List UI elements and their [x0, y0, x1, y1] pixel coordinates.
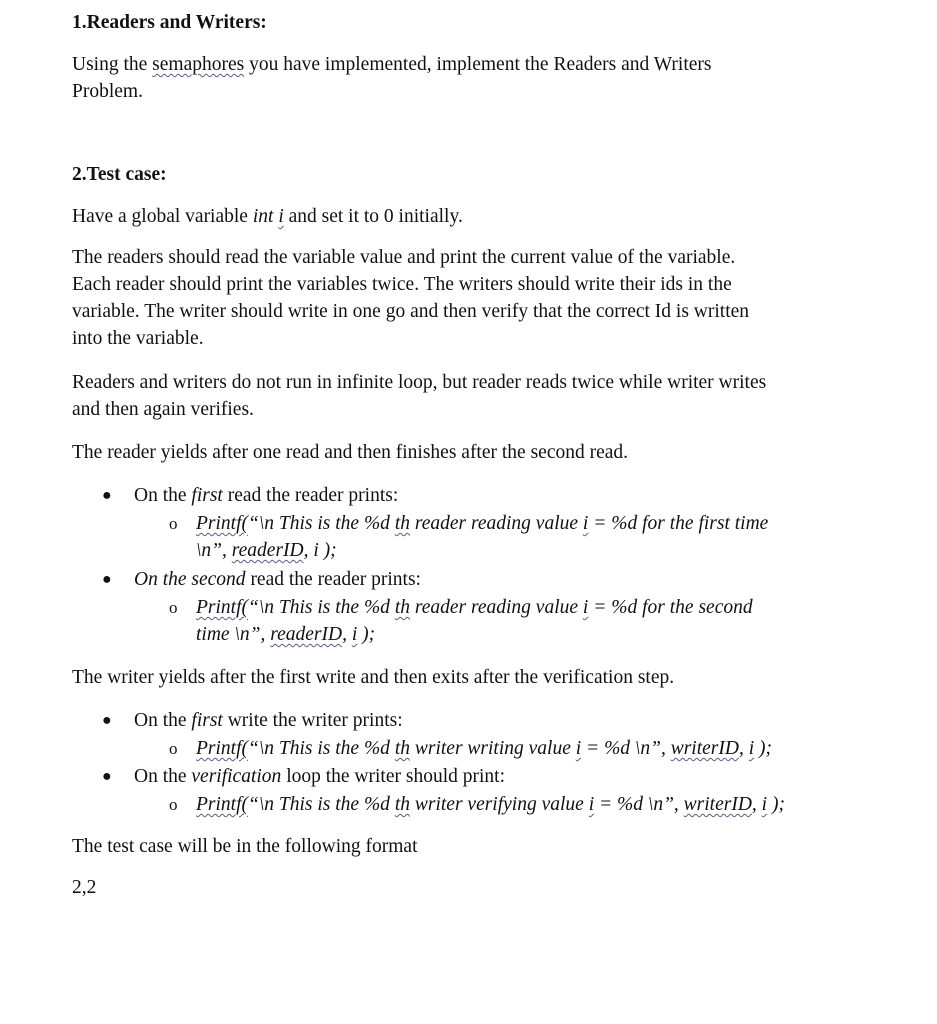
sub-bullet-icon: o — [169, 598, 178, 617]
bullet-icon: ● — [102, 487, 112, 504]
bullet-icon: ● — [102, 571, 112, 588]
writer-first-code: Printf(“\n This is the %d th writer writing value i = %d \n”, writerID, i ); — [196, 738, 772, 759]
sub-bullet-icon: o — [169, 514, 178, 533]
sub-bullet-icon: o — [169, 739, 178, 758]
heading-test-case: 2.Test case: — [72, 164, 167, 185]
semaphores-word: semaphores — [152, 54, 245, 75]
reader-first-code: Printf(“\n This is the %d th reader reading value i = %d for the first time \n”, readerID, i ); — [196, 513, 769, 561]
bullet-icon: ● — [102, 712, 112, 729]
sub-bullet-icon: o — [169, 795, 178, 814]
reader-second-code: Printf(“\n This is the %d th reader reading value i = %d for the second time \n”, readerID, i ); — [196, 597, 753, 645]
reader-first-item: On the first read the reader prints: — [134, 485, 399, 506]
intro-paragraph: Using the semaphores you have implemented, implement the Readers and Writers Problem. — [72, 54, 712, 102]
global-variable-paragraph: Have a global variable int i and set it to 0 initially. — [72, 206, 463, 227]
writer-verify-item: On the verification loop the writer should print: — [134, 766, 505, 787]
format-example: 2,2 — [72, 877, 97, 898]
heading-readers-writers: 1.Readers and Writers: — [72, 12, 267, 33]
bullet-icon: ● — [102, 768, 112, 785]
reader-second-item: On the second read the reader prints: — [134, 569, 421, 590]
writer-first-item: On the first write the writer prints: — [134, 710, 403, 731]
format-paragraph: The test case will be in the following format — [72, 836, 418, 857]
reader-yield-paragraph: The reader yields after one read and then finishes after the second read. — [72, 442, 629, 463]
writer-verify-code: Printf(“\n This is the %d th writer verifying value i = %d \n”, writerID, i ); — [196, 794, 785, 815]
writer-yield-paragraph: The writer yields after the first write and then exits after the verification step. — [72, 667, 675, 688]
loops-paragraph: Readers and writers do not run in infinite loop, but reader reads twice while writer writes and then again verifies. — [72, 372, 767, 420]
readers-description-paragraph: The readers should read the variable value and print the current value of the variable. Each reader should print the variables twice. The writers should write their ids in the variable. The writer should write in one go and then verify that the correct Id is written into the variable. — [72, 247, 750, 349]
